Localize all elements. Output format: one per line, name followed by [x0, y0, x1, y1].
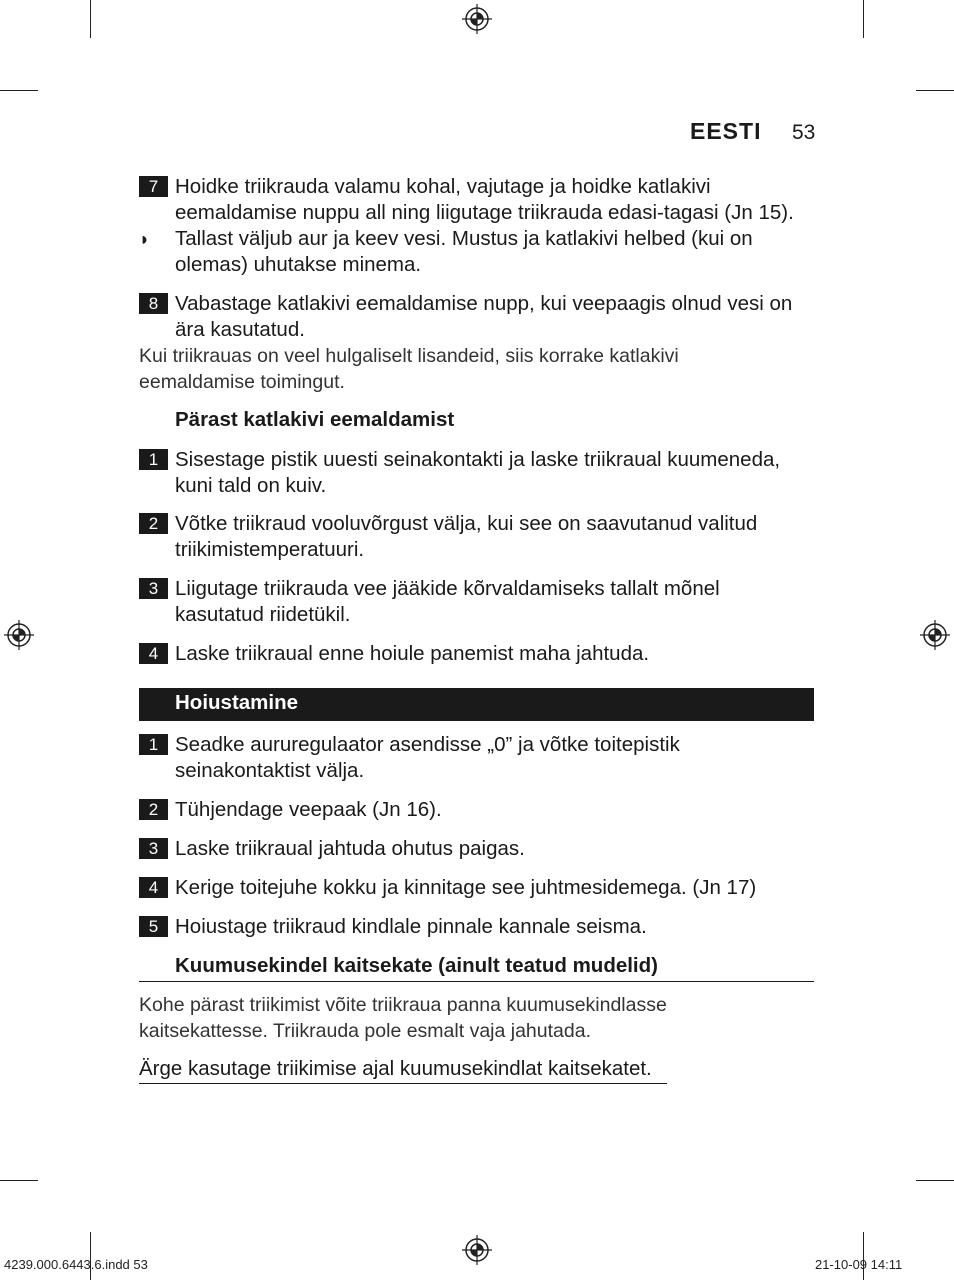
step-text: Liigutage triikrauda vee jääkide kõrvaldamiseks tallalt mõnel [175, 577, 720, 600]
step-text: triikimistemperatuuri. [175, 538, 365, 561]
crop-mark [90, 1232, 91, 1280]
registration-mark-icon [462, 1235, 492, 1265]
step-text: Hoiustage triikraud kindlale pinnale kannale seisma. [175, 915, 647, 938]
step-number: 3 [139, 578, 168, 599]
crop-mark [0, 1180, 38, 1181]
step-text: kasutatud riidetükil. [175, 603, 351, 626]
section-title: Hoiustamine [175, 691, 299, 714]
footer-file-info: 4239.000.6443.6.indd 53 [4, 1257, 148, 1272]
step-number: 1 [139, 449, 168, 470]
note-text: eemaldamise toimingut. [139, 371, 345, 393]
registration-mark-icon [4, 620, 34, 650]
step-text: Seadke aururegulaator asendisse „0” ja võtke toitepistik [175, 733, 680, 756]
step-number: 2 [139, 513, 168, 534]
crop-mark [90, 0, 91, 38]
step-text: Vabastage katlakivi eemaldamise nupp, kui veepaagis olnud vesi on [175, 292, 793, 315]
step-text: Tühjendage veepaak (Jn 16). [175, 798, 442, 821]
note-text: Kui triikrauas on veel hulgaliselt lisandeid, siis korrake katlakivi [139, 345, 679, 367]
step-text: Laske triikraual jahtuda ohutus paigas. [175, 837, 525, 860]
step-number: 4 [139, 643, 168, 664]
step-text: Laske triikraual enne hoiule panemist maha jahtuda. [175, 642, 650, 665]
crop-mark [916, 1180, 954, 1181]
bullet-text: olemas) uhutakse minema. [175, 253, 422, 276]
registration-mark-icon [462, 4, 492, 34]
step-number: 1 [139, 734, 168, 755]
crop-mark [863, 0, 864, 38]
crop-mark [863, 1232, 864, 1280]
step-text: Võtke triikraud vooluvõrgust välja, kui see on saavutanud valitud [175, 512, 758, 535]
crop-mark [916, 90, 954, 91]
step-number: 2 [139, 799, 168, 820]
note-text: kaitsekattesse. Triikrauda pole esmalt vaja jahutada. [139, 1020, 591, 1042]
warning-underline [139, 1083, 667, 1084]
divider [139, 981, 814, 982]
bullet-text: Tallast väljub aur ja keev vesi. Mustus ja katlakivi helbed (kui on [175, 227, 753, 250]
section-header-bar [139, 688, 814, 721]
footer-timestamp: 21-10-09 14:11 [815, 1257, 903, 1272]
bullet-icon: ◗ [139, 229, 150, 249]
step-number: 8 [139, 293, 168, 314]
step-text: ära kasutatud. [175, 318, 305, 341]
step-number: 4 [139, 877, 168, 898]
step-text: seinakontaktist välja. [175, 759, 365, 782]
registration-mark-icon [920, 620, 950, 650]
warning-text: Ärge kasutage triikimise ajal kuumusekindlat kaitsekatet. [139, 1057, 652, 1080]
crop-mark [0, 90, 38, 91]
step-text: Sisestage pistik uuesti seinakontakti ja laske triikraual kuumeneda, [175, 448, 781, 471]
page-language-header: EESTI [690, 118, 762, 144]
step-text: kuni tald on kuiv. [175, 474, 327, 497]
step-number: 7 [139, 176, 168, 197]
step-text: Hoidke triikrauda valamu kohal, vajutage ja hoidke katlakivi [175, 175, 711, 198]
page-number: 53 [792, 121, 816, 144]
step-number: 3 [139, 838, 168, 859]
note-text: Kohe pärast triikimist võite triikraua panna kuumusekindlasse [139, 994, 667, 1016]
step-text: Kerige toitejuhe kokku ja kinnitage see juhtmesidemega. (Jn 17) [175, 876, 757, 899]
subsection-heading: Pärast katlakivi eemaldamist [175, 408, 455, 431]
subsection-heading: Kuumusekindel kaitsekate (ainult teatud mudelid) [175, 954, 658, 977]
step-text: eemaldamise nuppu all ning liigutage triikrauda edasi-tagasi (Jn 15). [175, 201, 794, 224]
step-number: 5 [139, 916, 168, 937]
